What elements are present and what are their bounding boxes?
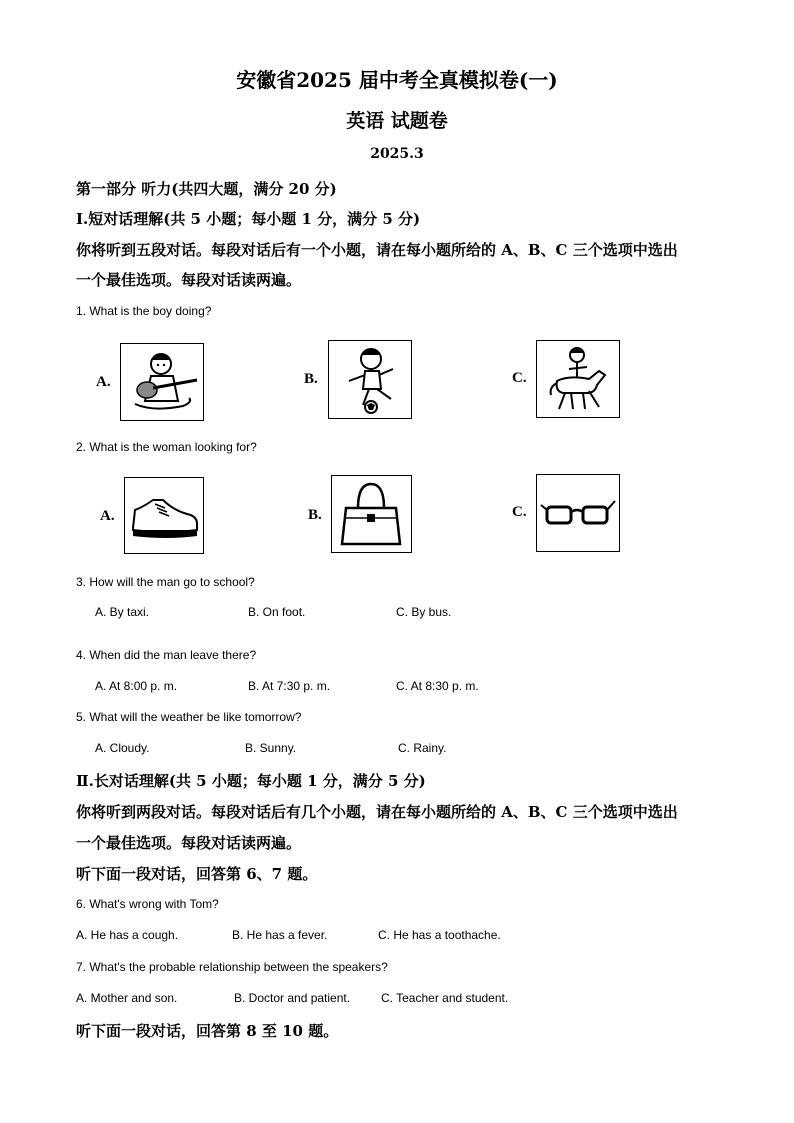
boy-football-icon xyxy=(328,340,412,419)
question-2-text: 2. What is the woman looking for? xyxy=(76,440,257,454)
q6-option-a: A. He has a cough. xyxy=(76,928,179,942)
sneaker-icon xyxy=(124,477,204,554)
q7-option-b: B. Doctor and patient. xyxy=(234,991,351,1005)
handbag-icon xyxy=(331,475,412,553)
q6-option-b: B. He has a fever. xyxy=(232,928,328,942)
question-3-text: 3. How will the man go to school? xyxy=(76,575,255,589)
q5-option-c: C. Rainy. xyxy=(398,741,447,755)
exam-subtitle: 英语 试题卷 xyxy=(346,110,448,132)
boy-horse-icon xyxy=(536,340,620,418)
boy-guitar-icon xyxy=(120,343,204,421)
dialogue1-note: 听下面一段对话，回答第 6、7 题。 xyxy=(76,865,318,883)
section2-heading: Ⅱ.长对话理解(共 5 小题；每小题 1 分，满分 5 分) xyxy=(76,772,426,790)
q3-option-b: B. On foot. xyxy=(248,605,306,619)
section1-instruction-1: 你将听到五段对话。每段对话后有一个小题，请在每小题所给的 A、B、C 三个选项中选出 xyxy=(76,241,678,259)
part1-heading: 第一部分 听力(共四大题，满分 20 分) xyxy=(76,180,337,198)
q3-option-c: C. By bus. xyxy=(396,605,452,619)
q1-option-a-label: A. xyxy=(96,374,111,390)
q1-option-c-label: C. xyxy=(512,370,527,386)
q4-option-c: C. At 8:30 p. m. xyxy=(396,679,479,693)
q7-option-a: A. Mother and son. xyxy=(76,991,178,1005)
exam-date: 2025.3 xyxy=(370,146,424,162)
section2-instruction-2: 一个最佳选项。每段对话读两遍。 xyxy=(76,834,302,852)
question-6-text: 6. What's wrong with Tom? xyxy=(76,897,219,911)
question-7-text: 7. What's the probable relationship between the speakers? xyxy=(76,960,388,974)
dialogue2-note: 听下面一段对话，回答第 8 至 10 题。 xyxy=(76,1022,339,1040)
glasses-icon xyxy=(536,474,620,552)
q2-option-a-label: A. xyxy=(100,508,115,524)
q1-option-b-label: B. xyxy=(304,371,318,387)
question-5-text: 5. What will the weather be like tomorrow? xyxy=(76,710,302,724)
q5-option-a: A. Cloudy. xyxy=(95,741,150,755)
section1-heading: Ⅰ.短对话理解(共 5 小题；每小题 1 分，满分 5 分) xyxy=(76,210,421,228)
question-4-text: 4. When did the man leave there? xyxy=(76,648,257,662)
q5-option-b: B. Sunny. xyxy=(245,741,297,755)
q7-option-c: C. Teacher and student. xyxy=(381,991,509,1005)
section1-instruction-2: 一个最佳选项。每段对话读两遍。 xyxy=(76,271,302,289)
section2-instruction-1: 你将听到两段对话。每段对话后有几个小题，请在每小题所给的 A、B、C 三个选项中选出 xyxy=(76,803,678,821)
q2-option-b-label: B. xyxy=(308,507,322,523)
exam-title: 安徽省2025 届中考全真模拟卷(一) xyxy=(236,68,558,92)
q2-option-c-label: C. xyxy=(512,504,527,520)
q4-option-a: A. At 8:00 p. m. xyxy=(95,679,178,693)
q6-option-c: C. He has a toothache. xyxy=(378,928,501,942)
q3-option-a: A. By taxi. xyxy=(95,605,150,619)
question-1-text: 1. What is the boy doing? xyxy=(76,304,212,318)
q4-option-b: B. At 7:30 p. m. xyxy=(248,679,331,693)
